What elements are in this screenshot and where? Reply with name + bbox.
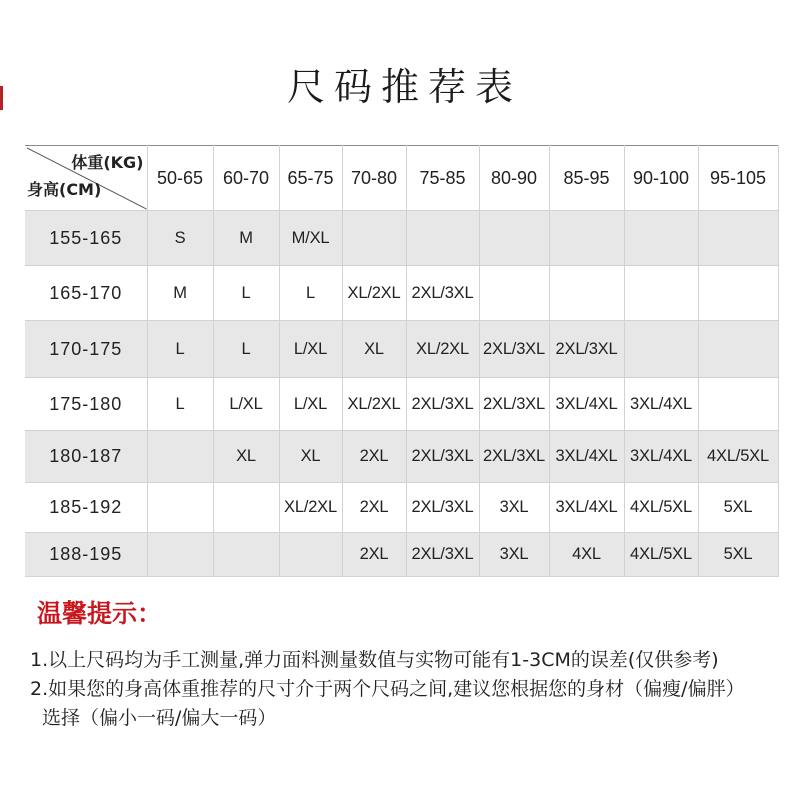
table-row: [25, 431, 778, 483]
page-title: 尺码推荐表: [286, 65, 522, 109]
size-cell: 2XL/3XL: [479, 431, 549, 483]
table-row: [25, 266, 778, 321]
table-row: [25, 321, 778, 378]
size-cell: 3XL/4XL: [549, 483, 624, 533]
size-cell: XL/2XL: [406, 321, 479, 378]
size-cell: L: [213, 266, 279, 321]
weight-header: 85-95: [549, 146, 624, 211]
size-cell: L/XL: [279, 321, 342, 378]
size-cell: [549, 266, 624, 321]
size-cell: 2XL: [342, 431, 406, 483]
weight-header: 80-90: [479, 146, 549, 211]
size-cell: 2XL/3XL: [406, 483, 479, 533]
size-cell: 2XL/3XL: [406, 533, 479, 577]
size-cell: 3XL/4XL: [624, 378, 698, 431]
size-cell: 3XL: [479, 483, 549, 533]
size-cell: XL/2XL: [279, 483, 342, 533]
weight-header: 65-75: [279, 146, 342, 211]
table-row: [25, 533, 778, 577]
size-cell: 4XL/5XL: [624, 533, 698, 577]
size-cell: 2XL/3XL: [406, 431, 479, 483]
size-cell: M/XL: [279, 211, 342, 266]
table-row: [25, 378, 778, 431]
header-row: [25, 146, 778, 211]
size-cell: XL/2XL: [342, 378, 406, 431]
weight-header: 90-100: [624, 146, 698, 211]
size-cell: L/XL: [279, 378, 342, 431]
size-chart-table: [25, 145, 779, 577]
size-cell: [342, 211, 406, 266]
size-cell: S: [147, 211, 213, 266]
weight-header: 70-80: [342, 146, 406, 211]
size-cell: [624, 321, 698, 378]
size-cell: 2XL/3XL: [406, 378, 479, 431]
size-cell: 3XL/4XL: [549, 431, 624, 483]
size-cell: 4XL/5XL: [624, 483, 698, 533]
size-cell: [698, 211, 778, 266]
size-cell: L: [147, 321, 213, 378]
size-cell: 2XL/3XL: [479, 378, 549, 431]
tips-heading: 温馨提示：: [37, 599, 163, 628]
size-cell: [406, 211, 479, 266]
size-cell: XL/2XL: [342, 266, 406, 321]
weight-header: 50-65: [147, 146, 213, 211]
height-axis-label: 身高(CM): [27, 180, 102, 199]
size-cell: [698, 266, 778, 321]
size-cell: 5XL: [698, 483, 778, 533]
size-cell: [213, 483, 279, 533]
height-label: 188-195: [25, 533, 147, 577]
size-cell: [147, 483, 213, 533]
size-cell: [549, 211, 624, 266]
size-cell: [624, 211, 698, 266]
tips-notes: [30, 646, 790, 733]
size-cell: 3XL/4XL: [549, 378, 624, 431]
size-cell: 2XL: [342, 483, 406, 533]
size-cell: L: [279, 266, 342, 321]
size-cell: M: [213, 211, 279, 266]
height-label: 165-170: [25, 266, 147, 321]
tip-line: 2.如果您的身高体重推荐的尺寸介于两个尺码之间,建议您根据您的身材（偏瘦/偏胖）: [30, 678, 745, 700]
size-cell: 5XL: [698, 533, 778, 577]
size-cell: L/XL: [213, 378, 279, 431]
height-label: 170-175: [25, 321, 147, 378]
tip-line-continuation: 选择（偏小一码/偏大一码）: [42, 707, 277, 729]
size-cell: 2XL/3XL: [479, 321, 549, 378]
size-cell: [624, 266, 698, 321]
size-cell: [147, 533, 213, 577]
size-cell: [698, 321, 778, 378]
size-cell: 2XL/3XL: [549, 321, 624, 378]
table-row: [25, 483, 778, 533]
size-cell: 4XL: [549, 533, 624, 577]
table-row: [25, 211, 778, 266]
size-cell: [279, 533, 342, 577]
height-label: 155-165: [25, 211, 147, 266]
height-label: 185-192: [25, 483, 147, 533]
size-cell: [698, 378, 778, 431]
size-cell: M: [147, 266, 213, 321]
size-cell: 2XL: [342, 533, 406, 577]
size-cell: L: [147, 378, 213, 431]
weight-header: 60-70: [213, 146, 279, 211]
weight-axis-label: 体重(KG): [71, 153, 144, 172]
size-cell: [213, 533, 279, 577]
size-cell: [147, 431, 213, 483]
size-cell: XL: [342, 321, 406, 378]
size-cell: L: [213, 321, 279, 378]
size-cell: [479, 211, 549, 266]
size-cell: 3XL/4XL: [624, 431, 698, 483]
height-label: 180-187: [25, 431, 147, 483]
size-cell: 2XL/3XL: [406, 266, 479, 321]
size-cell: 4XL/5XL: [698, 431, 778, 483]
weight-header: 95-105: [698, 146, 778, 211]
size-cell: XL: [279, 431, 342, 483]
height-label: 175-180: [25, 378, 147, 431]
weight-header: 75-85: [406, 146, 479, 211]
tip-line: 1.以上尺码均为手工测量,弹力面料测量数值与实物可能有1-3CM的误差(仅供参考): [30, 649, 719, 671]
size-cell: 3XL: [479, 533, 549, 577]
size-cell: XL: [213, 431, 279, 483]
corner-cell: [25, 146, 147, 211]
size-cell: [479, 266, 549, 321]
